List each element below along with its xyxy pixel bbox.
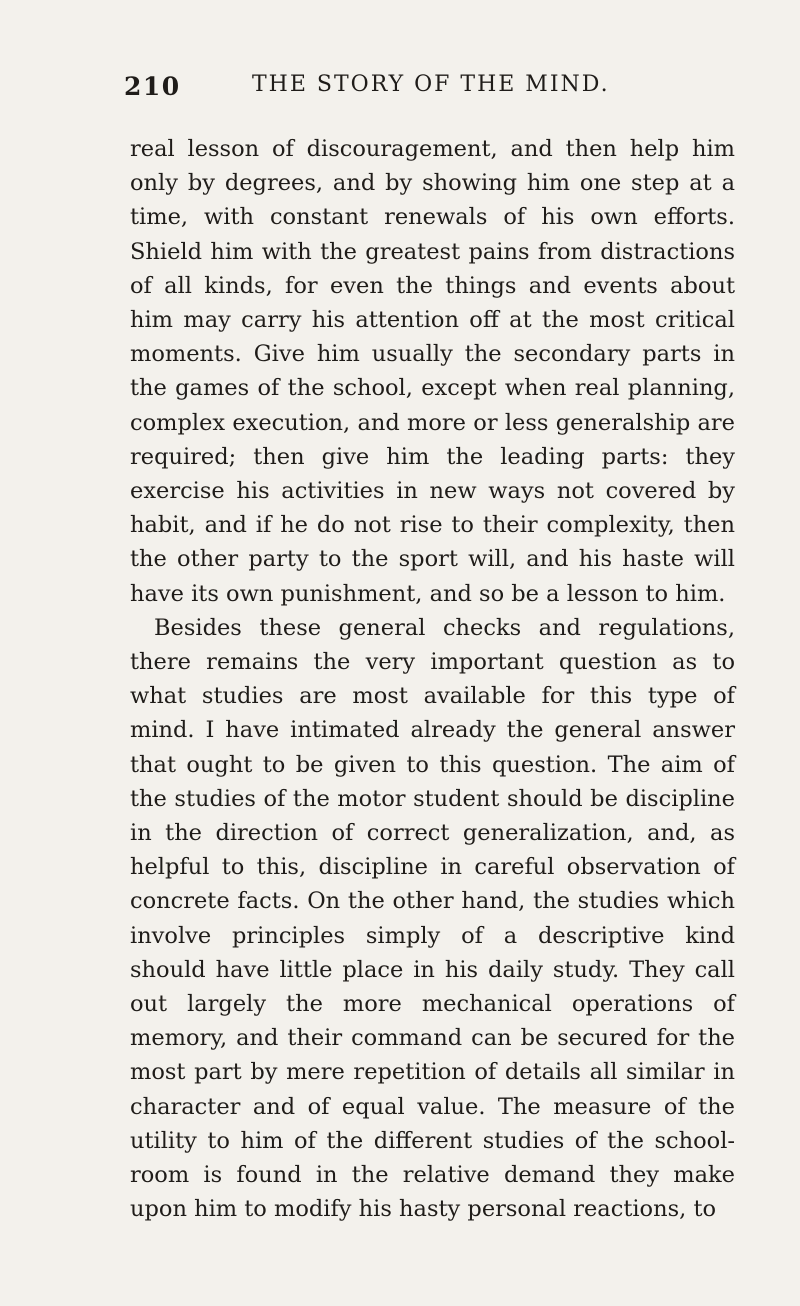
page-number: 210	[124, 72, 181, 101]
paragraph-continued: real lesson of discouragement, and then help him only by degrees, and by showing him one step at a time, with constant renewals of his own efforts. Shield him with the greatest pains from distractions of all kinds, for even the things and events about him may carry his attention off at the most critical moments. Give him usually the secondary parts in the games of the school, except when real planning, complex execution, and more or less generalship are required; then give him the leading parts: they exercise his activities in new ways not covered by habit, and if he do not rise to their complexity, then the other party to the sport will, and his haste will have its own punishment, and so be a lesson to him.	[130, 136, 735, 607]
running-title: THE STORY OF THE MIND.	[252, 72, 610, 97]
body-text	[130, 132, 735, 1227]
running-head	[124, 72, 734, 106]
paragraph-besides: Besides these general checks and regulations, there remains the very important question as to what studies are most available for this type of mind. I have intimated already the general answer that ought to be given to this question. The aim of the studies of the motor student should be discipline in the direction of correct generalization, and, as helpful to this, discipline in careful observation of concrete facts. On the other hand, the studies which involve principles simply of a descriptive kind should have little place in his daily study. They call out largely the more mechanical operations of memory, and their command can be secured for the most part by mere repetition of details all similar in character and of equal value. The measure of the utility to him of the different studies of the school-room is found in the relative demand they make upon him to modify his hasty personal reactions, to	[130, 614, 735, 1223]
